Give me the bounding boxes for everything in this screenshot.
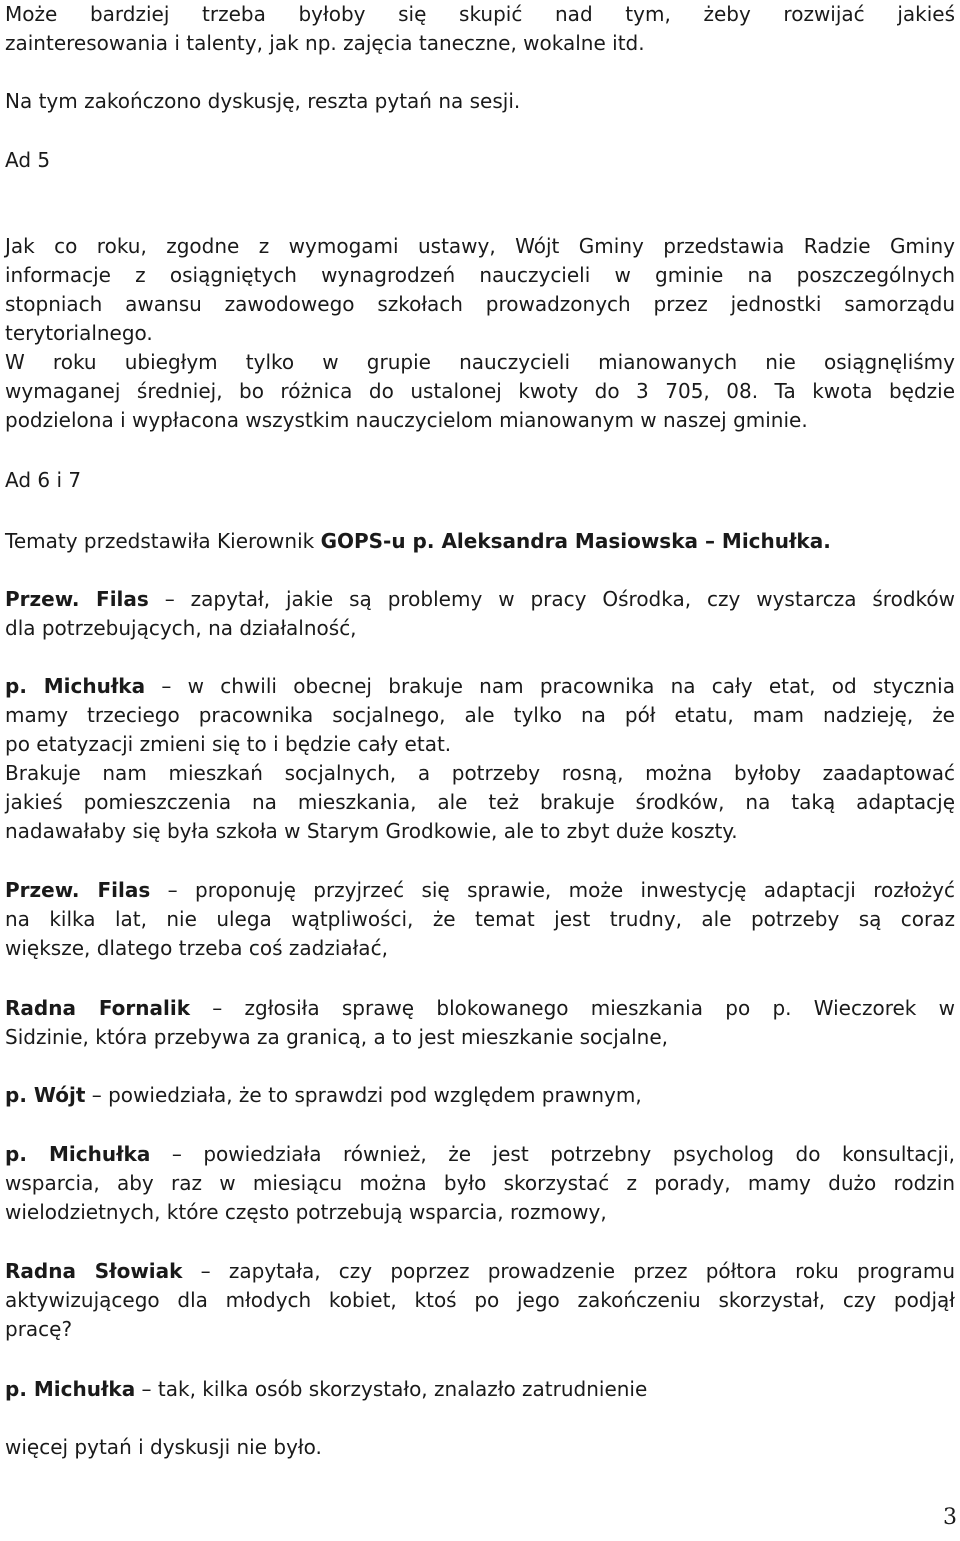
paragraph-wojt [5,1081,955,1110]
paragraph-presenter [5,527,955,556]
text-line: Może bardziej trzeba byłoby się skupić nad tym, żeby rozwijać jakieś [5,2,955,26]
speaker-name: Radna Słowiak [5,1259,183,1283]
text-line: wielodzietnych, które często potrzebują wsparcia, rozmowy, [5,1200,607,1224]
speaker-name: p. Michułka [5,1142,151,1166]
text-line: na kilka lat, nie ulega wątpliwości, że temat jest trudny, ale potrzeby są coraz [5,907,955,931]
paragraph-closing-remark [5,1433,955,1462]
speaker-name: p. Michułka [5,1377,136,1401]
text-line [5,527,955,556]
text-run: Tematy przedstawiła Kierownik [5,529,321,553]
text-line: zainteresowania i talenty, jak np. zajęcia taneczne, wokalne itd. [5,31,645,55]
text-line: więcej pytań i dyskusji nie było. [5,1435,322,1459]
text-line: większe, dlatego trzeba coś zadziałać, [5,936,388,960]
section-heading-ad67 [5,466,955,495]
text-line: po etatyzacji zmieni się to i będzie cały etat. [5,732,452,756]
section-heading-ad5 [5,146,955,175]
text-line: dla potrzebujących, na działalność, [5,616,357,640]
text-line: informacje z osiągniętych wynagrodzeń nauczycieli w gminie na poszczególnych [5,263,955,287]
presenter-name: GOPS-u p. Aleksandra Masiowska – Michułka. [320,529,831,553]
text-line: stopniach awansu zawodowego szkołach prowadzonych przez jednostki samorządu [5,292,955,316]
text-line: Brakuje nam mieszkań socjalnych, a potrzeby rosną, można byłoby zaadaptować [5,761,955,785]
text-line: nadawałaby się była szkoła w Starym Grodkowie, ale to zbyt duże koszty. [5,819,738,843]
paragraph-ad5 [5,232,955,435]
text-line: Jak co roku, zgodne z wymogami ustawy, Wójt Gminy przedstawia Radzie Gminy [5,234,955,258]
text-line [5,994,955,1023]
text-line: W roku ubiegłym tylko w grupie nauczycieli mianowanych nie osiągnęliśmy [5,350,955,374]
speaker-name: p. Michułka [5,674,146,698]
heading-text: Ad 5 [5,148,51,172]
text-line: terytorialnego. [5,321,153,345]
text-line [5,585,955,614]
text-line: wymaganej średniej, bo różnica do ustalonej kwoty do 3 705, 08. Ta kwota będzie [5,379,955,403]
text-run: – proponuję przyjrzeć się sprawie, może inwestycję adaptacji rozłożyć [150,878,955,902]
paragraph-fornalik [5,994,955,1052]
paragraph-michulka-answer [5,672,955,846]
text-run: – w chwili obecnej brakuje nam pracownika na cały etat, od stycznia [145,674,955,698]
text-run: – zapytała, czy poprzez prowadzenie przez półtora roku programu [182,1259,956,1283]
text-line: mamy trzeciego pracownika socjalnego, ale tylko na pół etatu, mam nadzieję, że [5,703,955,727]
text-line [5,1375,955,1404]
text-line [5,1081,955,1110]
paragraph-slowiak [5,1257,955,1344]
paragraph-intro [5,0,955,58]
text-line [5,672,955,701]
text-line [5,1257,955,1286]
paragraph-filas-proposal [5,876,955,963]
text-run: – powiedziała również, że jest potrzebny psycholog do konsultacji, [150,1142,955,1166]
text-line: aktywizującego dla młodych kobiet, ktoś po jego zakończeniu skorzystał, czy podjął [5,1288,955,1312]
text-line: podzielona i wypłacona wszystkim nauczycielom mianowanym w naszej gminie. [5,408,808,432]
paragraph-michulka-psycholog [5,1140,955,1227]
text-line: Sidzinie, która przebywa za granicą, a to jest mieszkanie socjalne, [5,1025,668,1049]
text-line [5,1140,955,1169]
text-line: Na tym zakończono dyskusję, reszta pytań na sesji. [5,89,521,113]
speaker-name: Radna Fornalik [5,996,191,1020]
text-line: wsparcia, aby raz w miesiącu można było skorzystać z porady, mamy dużo rodzin [5,1171,955,1195]
text-run: – powiedziała, że to sprawdzi pod względem prawnym, [85,1083,642,1107]
paragraph-michulka-answer2 [5,1375,955,1404]
speaker-name: Przew. Filas [5,587,149,611]
text-line: pracę? [5,1317,73,1341]
text-run: – tak, kilka osób skorzystało, znalazło zatrudnienie [135,1377,648,1401]
paragraph-closing [5,87,955,116]
speaker-name: p. Wójt [5,1083,86,1107]
text-run: – zgłosiła sprawę blokowanego mieszkania po p. Wieczorek w [190,996,955,1020]
page-number: 3 [943,1505,957,1530]
text-line [5,876,955,905]
text-line: jakieś pomieszczenia na mieszkania, ale też brakuje środków, na taką adaptację [5,790,955,814]
paragraph-filas-question [5,585,955,643]
speaker-name: Przew. Filas [5,878,151,902]
heading-text: Ad 6 i 7 [5,468,82,492]
text-run: – zapytał, jakie są problemy w pracy Ośrodka, czy wystarcza środków [148,587,955,611]
